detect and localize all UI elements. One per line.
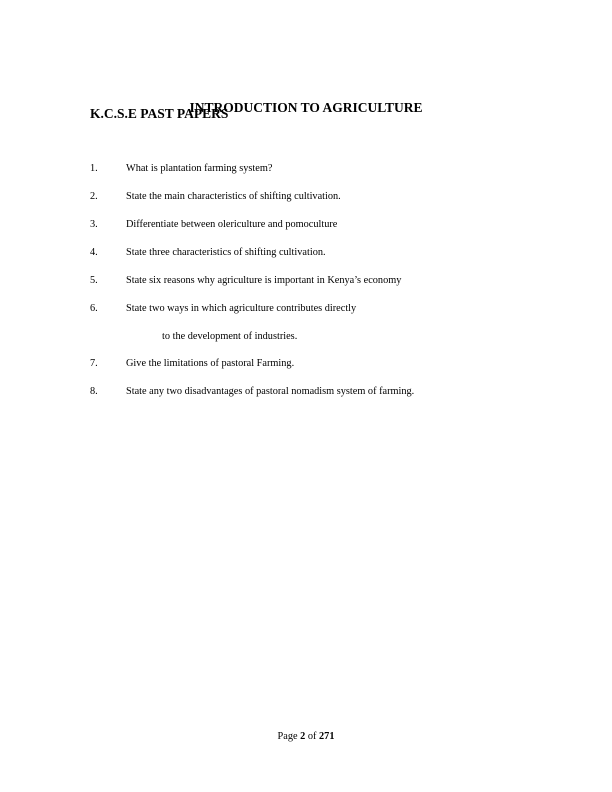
question-number: 8. (90, 386, 98, 397)
question-text: Differentiate between olericulture and pomoculture (126, 219, 338, 230)
question-item (90, 303, 356, 314)
question-item (90, 191, 341, 202)
question-text: Give the limitations of pastoral Farming. (126, 358, 295, 369)
footer-of: of (305, 731, 320, 742)
question-number: 1. (90, 163, 98, 174)
question-text: State six reasons why agriculture is important in Kenya’s economy (126, 275, 402, 286)
document-title: INTRODUCTION TO AGRICULTURE (189, 100, 423, 115)
question-number: 3. (90, 219, 98, 230)
question-text: State any two disadvantages of pastoral nomadism system of farming. (126, 386, 415, 397)
question-text: State three characteristics of shifting cultivation. (126, 247, 326, 258)
question-text: State two ways in which agriculture contributes directly (126, 303, 357, 314)
question-item (90, 163, 272, 174)
section-heading: K.C.S.E PAST PAPERS (90, 106, 229, 121)
question-number: 5. (90, 275, 98, 286)
question-item (90, 219, 337, 230)
question-text: State the main characteristics of shifting cultivation. (126, 191, 341, 202)
question-number: 6. (90, 303, 98, 314)
page-total: 271 (319, 731, 335, 742)
page-footer (0, 731, 612, 742)
footer-prefix: Page (277, 731, 301, 742)
question-item (90, 358, 294, 369)
question-number: 7. (90, 358, 98, 369)
page-number: 2 (300, 731, 306, 742)
question-item (90, 275, 401, 286)
question-item (90, 247, 326, 258)
question-continuation: to the development of industries. (162, 331, 298, 342)
question-number: 4. (90, 247, 98, 258)
question-number: 2. (90, 191, 98, 202)
question-text: What is plantation farming system? (126, 163, 273, 174)
question-item (90, 386, 414, 397)
